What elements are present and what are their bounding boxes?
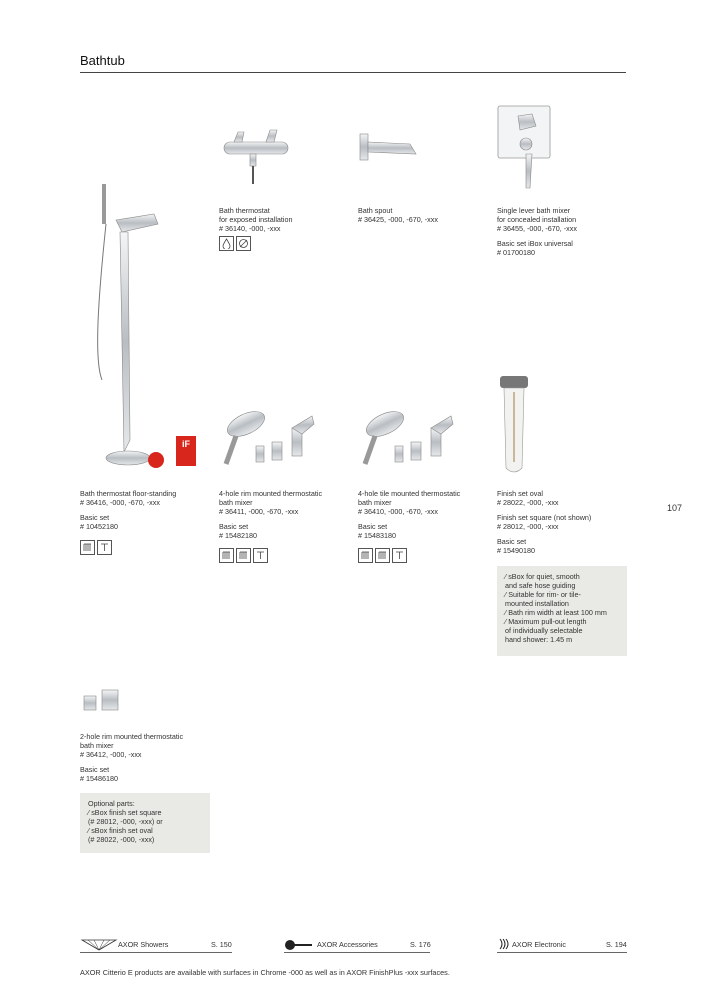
grid-symbol-icon (219, 548, 234, 563)
water-drop-icon (219, 236, 234, 251)
showers-icon (80, 938, 118, 952)
tile-4hole-text: 4-hole tile mounted thermostatic bath mixer # 36410, -000, -670, -xxx Basic set # 15483180 (358, 489, 461, 540)
bath-spout-text: Bath spout # 36425, -000, -670, -xxx (358, 206, 438, 224)
footer-accessories-link[interactable]: AXOR Accessories (317, 940, 378, 949)
rim-4hole-text: 4-hole rim mounted thermostatic bath mixer # 36411, -000, -670, -xxx Basic set # 15482180 (219, 489, 323, 540)
bath-thermostat-exposed-image (220, 128, 292, 186)
rim-4hole-mixer-image (218, 406, 316, 476)
anti-scald-icon (236, 236, 251, 251)
footer-rule-3 (497, 952, 627, 953)
optional-parts-box: Optional parts: ⁄ sBox finish set square (# 28012, -000, -xxx) or ⁄ sBox finish set oval (# 28022, -000, -xxx) (80, 793, 210, 853)
tile-4hole-mixer-image (357, 406, 455, 476)
grid-symbol-icon (358, 548, 373, 563)
footer-electronic-link[interactable]: AXOR Electronic (512, 940, 566, 949)
rim-4hole-symbols (219, 548, 268, 563)
header-rule (80, 72, 626, 73)
t-symbol-icon (392, 548, 407, 563)
page-title: Bathtub (80, 53, 125, 68)
accessories-icon (284, 939, 314, 951)
rim-2hole-text: 2-hole rim mounted thermostatic bath mixer # 36412, -000, -xxx Basic set # 15486180 (80, 732, 184, 783)
finish-set-oval-image (496, 372, 532, 476)
if-award-badge: iF (176, 436, 196, 466)
grid-symbol-icon (375, 548, 390, 563)
grid-symbol-icon (80, 540, 95, 555)
bath-thermostat-symbols (219, 236, 251, 251)
electronic-icon (497, 937, 511, 951)
footer-rule-1 (80, 952, 232, 953)
footer-accessories-page: S. 176 (410, 940, 431, 949)
t-symbol-icon (253, 548, 268, 563)
grid-symbol-icon (236, 548, 251, 563)
rim-2hole-mixer-image (80, 688, 124, 714)
single-lever-mixer-image (496, 104, 552, 190)
floor-standing-symbols (80, 540, 112, 555)
footer-note: AXOR Citterio E products are available with surfaces in Chrome -000 as well as in AXOR FinishPlus -xxx surfaces. (80, 968, 450, 977)
t-symbol-icon (97, 540, 112, 555)
single-lever-text: Single lever bath mixer for concealed installation # 36455, -000, -670, -xxx Basic set iBox universal # 01700180 (497, 206, 577, 257)
floor-standing-thermostat-image (88, 180, 168, 470)
bath-spout-image (358, 132, 420, 166)
footer-showers-link[interactable]: AXOR Showers (118, 940, 169, 949)
reddot-badge-icon (148, 452, 164, 468)
tile-4hole-symbols (358, 548, 407, 563)
bath-thermostat-exposed-text: Bath thermostat for exposed installation # 36140, -000, -xxx (219, 206, 293, 233)
floor-standing-text: Bath thermostat floor-standing # 36416, -000, -670, -xxx Basic set # 10452180 (80, 489, 177, 531)
finish-set-text: Finish set oval # 28022, -000, -xxx Finish set square (not shown) # 28012, -000, -xxx Basic set # 15490180 (497, 489, 592, 555)
finish-set-notes: ⁄ sBox for quiet, smooth and safe hose guiding ⁄ Suitable for rim- or tile- mounted installation ⁄ Bath rim width at least 100 mm ⁄ Maximum pull-out length of individually selectable hand shower: 1.45 m (497, 566, 627, 656)
footer-showers-page: S. 150 (211, 940, 232, 949)
footer-rule-2 (284, 952, 430, 953)
footer-electronic-page: S. 194 (606, 940, 627, 949)
page-number: 107 (667, 503, 683, 513)
